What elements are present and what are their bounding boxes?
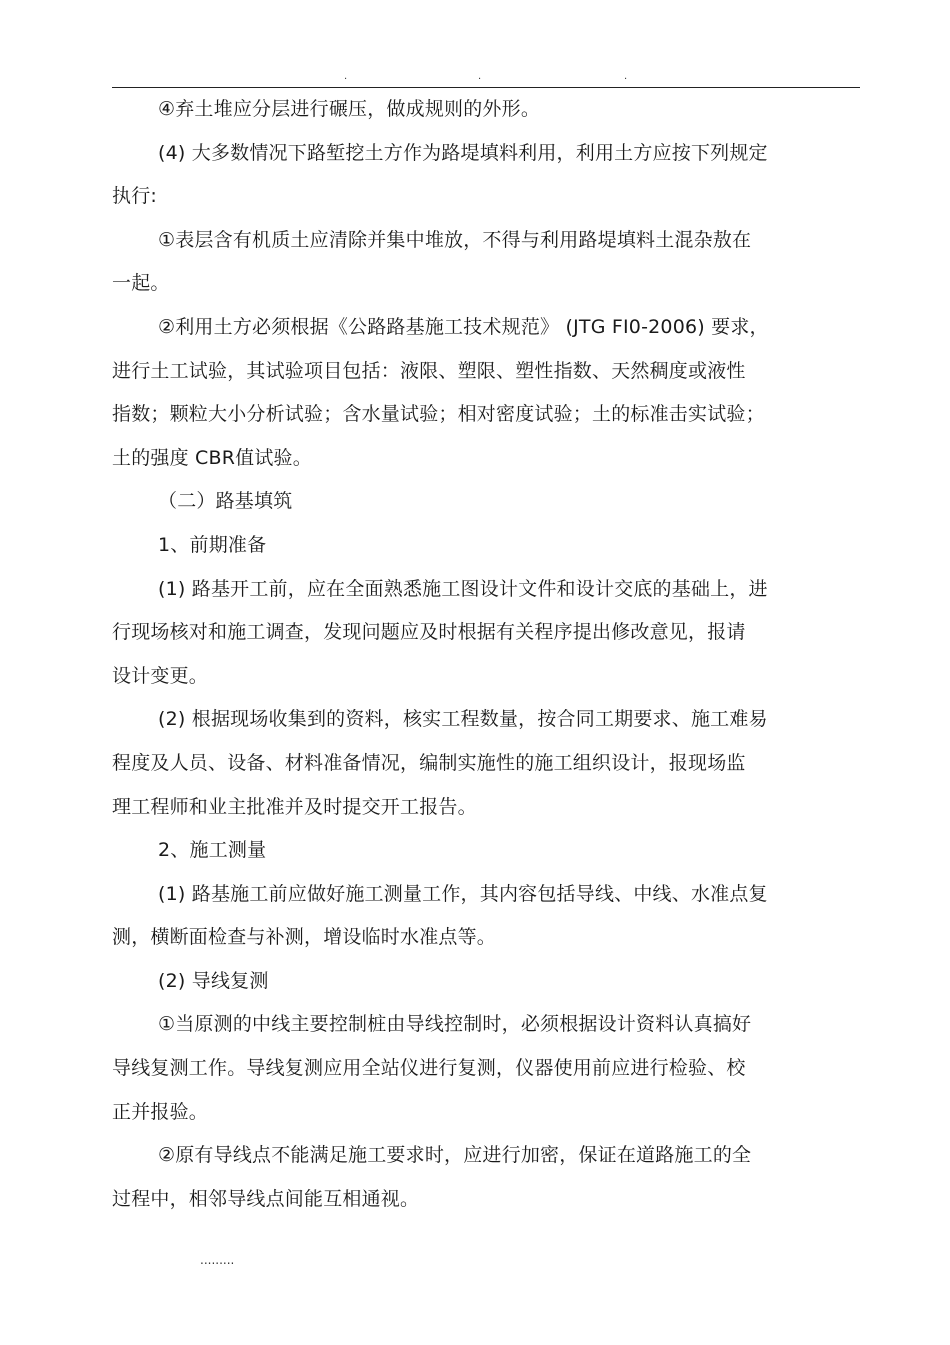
text-line: 正并报验。 [112, 1100, 209, 1123]
text-line: ④弃土堆应分层进行碾压，做成规则的外形。 [158, 98, 541, 120]
text-line: 设计变更。 [112, 664, 209, 687]
document-body [112, 88, 842, 1221]
text-line: 一起。 [112, 272, 170, 295]
text-line: (2) 根据现场收集到的资料，核实工程数量，按合同工期要求、施工难易 [158, 708, 768, 731]
text-line: 指数；颗粒大小分析试验；含水量试验；相对密度试验；土的标准击实试验； [112, 403, 765, 426]
text-line: 程度及人员、设备、材料准备情况，编制实施性的施工组织设计，报现场监 [112, 751, 746, 774]
text-line: 执行: [112, 185, 158, 208]
text-line: 1、前期准备 [158, 533, 267, 556]
text-line: 土的强度 CBR值试验。 [112, 446, 312, 469]
text-line: (1) 路基施工前应做好施工测量工作，其内容包括导线、中线、水准点复 [158, 882, 768, 905]
text-line: 行现场核对和施工调查，发现问题应及时根据有关程序提出修改意见，报请 [112, 621, 746, 644]
text-line: 理工程师和业主批准并及时提交开工报告。 [112, 795, 477, 818]
page-footer: ......... [200, 1253, 235, 1267]
text-line: ②原有导线点不能满足施工要求时，应进行加密，保证在道路施工的全 [158, 1144, 752, 1167]
text-line: ①当原测的中线主要控制桩由导线控制时，必须根据设计资料认真搞好 [158, 1013, 752, 1036]
text-line: (1) 路基开工前，应在全面熟悉施工图设计文件和设计交底的基础上，进 [158, 577, 768, 600]
text-line: （二）路基填筑 [158, 490, 293, 513]
text-line: 导线复测工作。导线复测应用全站仪进行复测，仪器使用前应进行检验、校 [112, 1057, 746, 1080]
text-line: 测，横断面检查与补测，增设临时水准点等。 [112, 926, 497, 949]
header-dot: . [344, 71, 348, 82]
text-line: (4) 大多数情况下路堑挖土方作为路堤填料利用，利用土方应按下列规定 [158, 141, 768, 164]
text-line: 进行土工试验，其试验项目包括：液限、塑限、塑性指数、天然稠度或液性 [112, 359, 746, 382]
header-dot: . [624, 71, 628, 82]
text-line: (2) 导线复测 [158, 969, 269, 992]
text-line: ②利用土方必须根据《公路路基施工技术规范》 (JTG FI0-2006) 要求， [158, 315, 769, 338]
header-dot: . [478, 71, 482, 82]
text-line: 2、施工测量 [158, 839, 267, 862]
text-line: 过程中，相邻导线点间能互相通视。 [112, 1187, 420, 1210]
text-line: ①表层含有机质土应清除并集中堆放，不得与利用路堤填料土混杂敖在 [158, 228, 752, 251]
page-header [112, 72, 860, 84]
